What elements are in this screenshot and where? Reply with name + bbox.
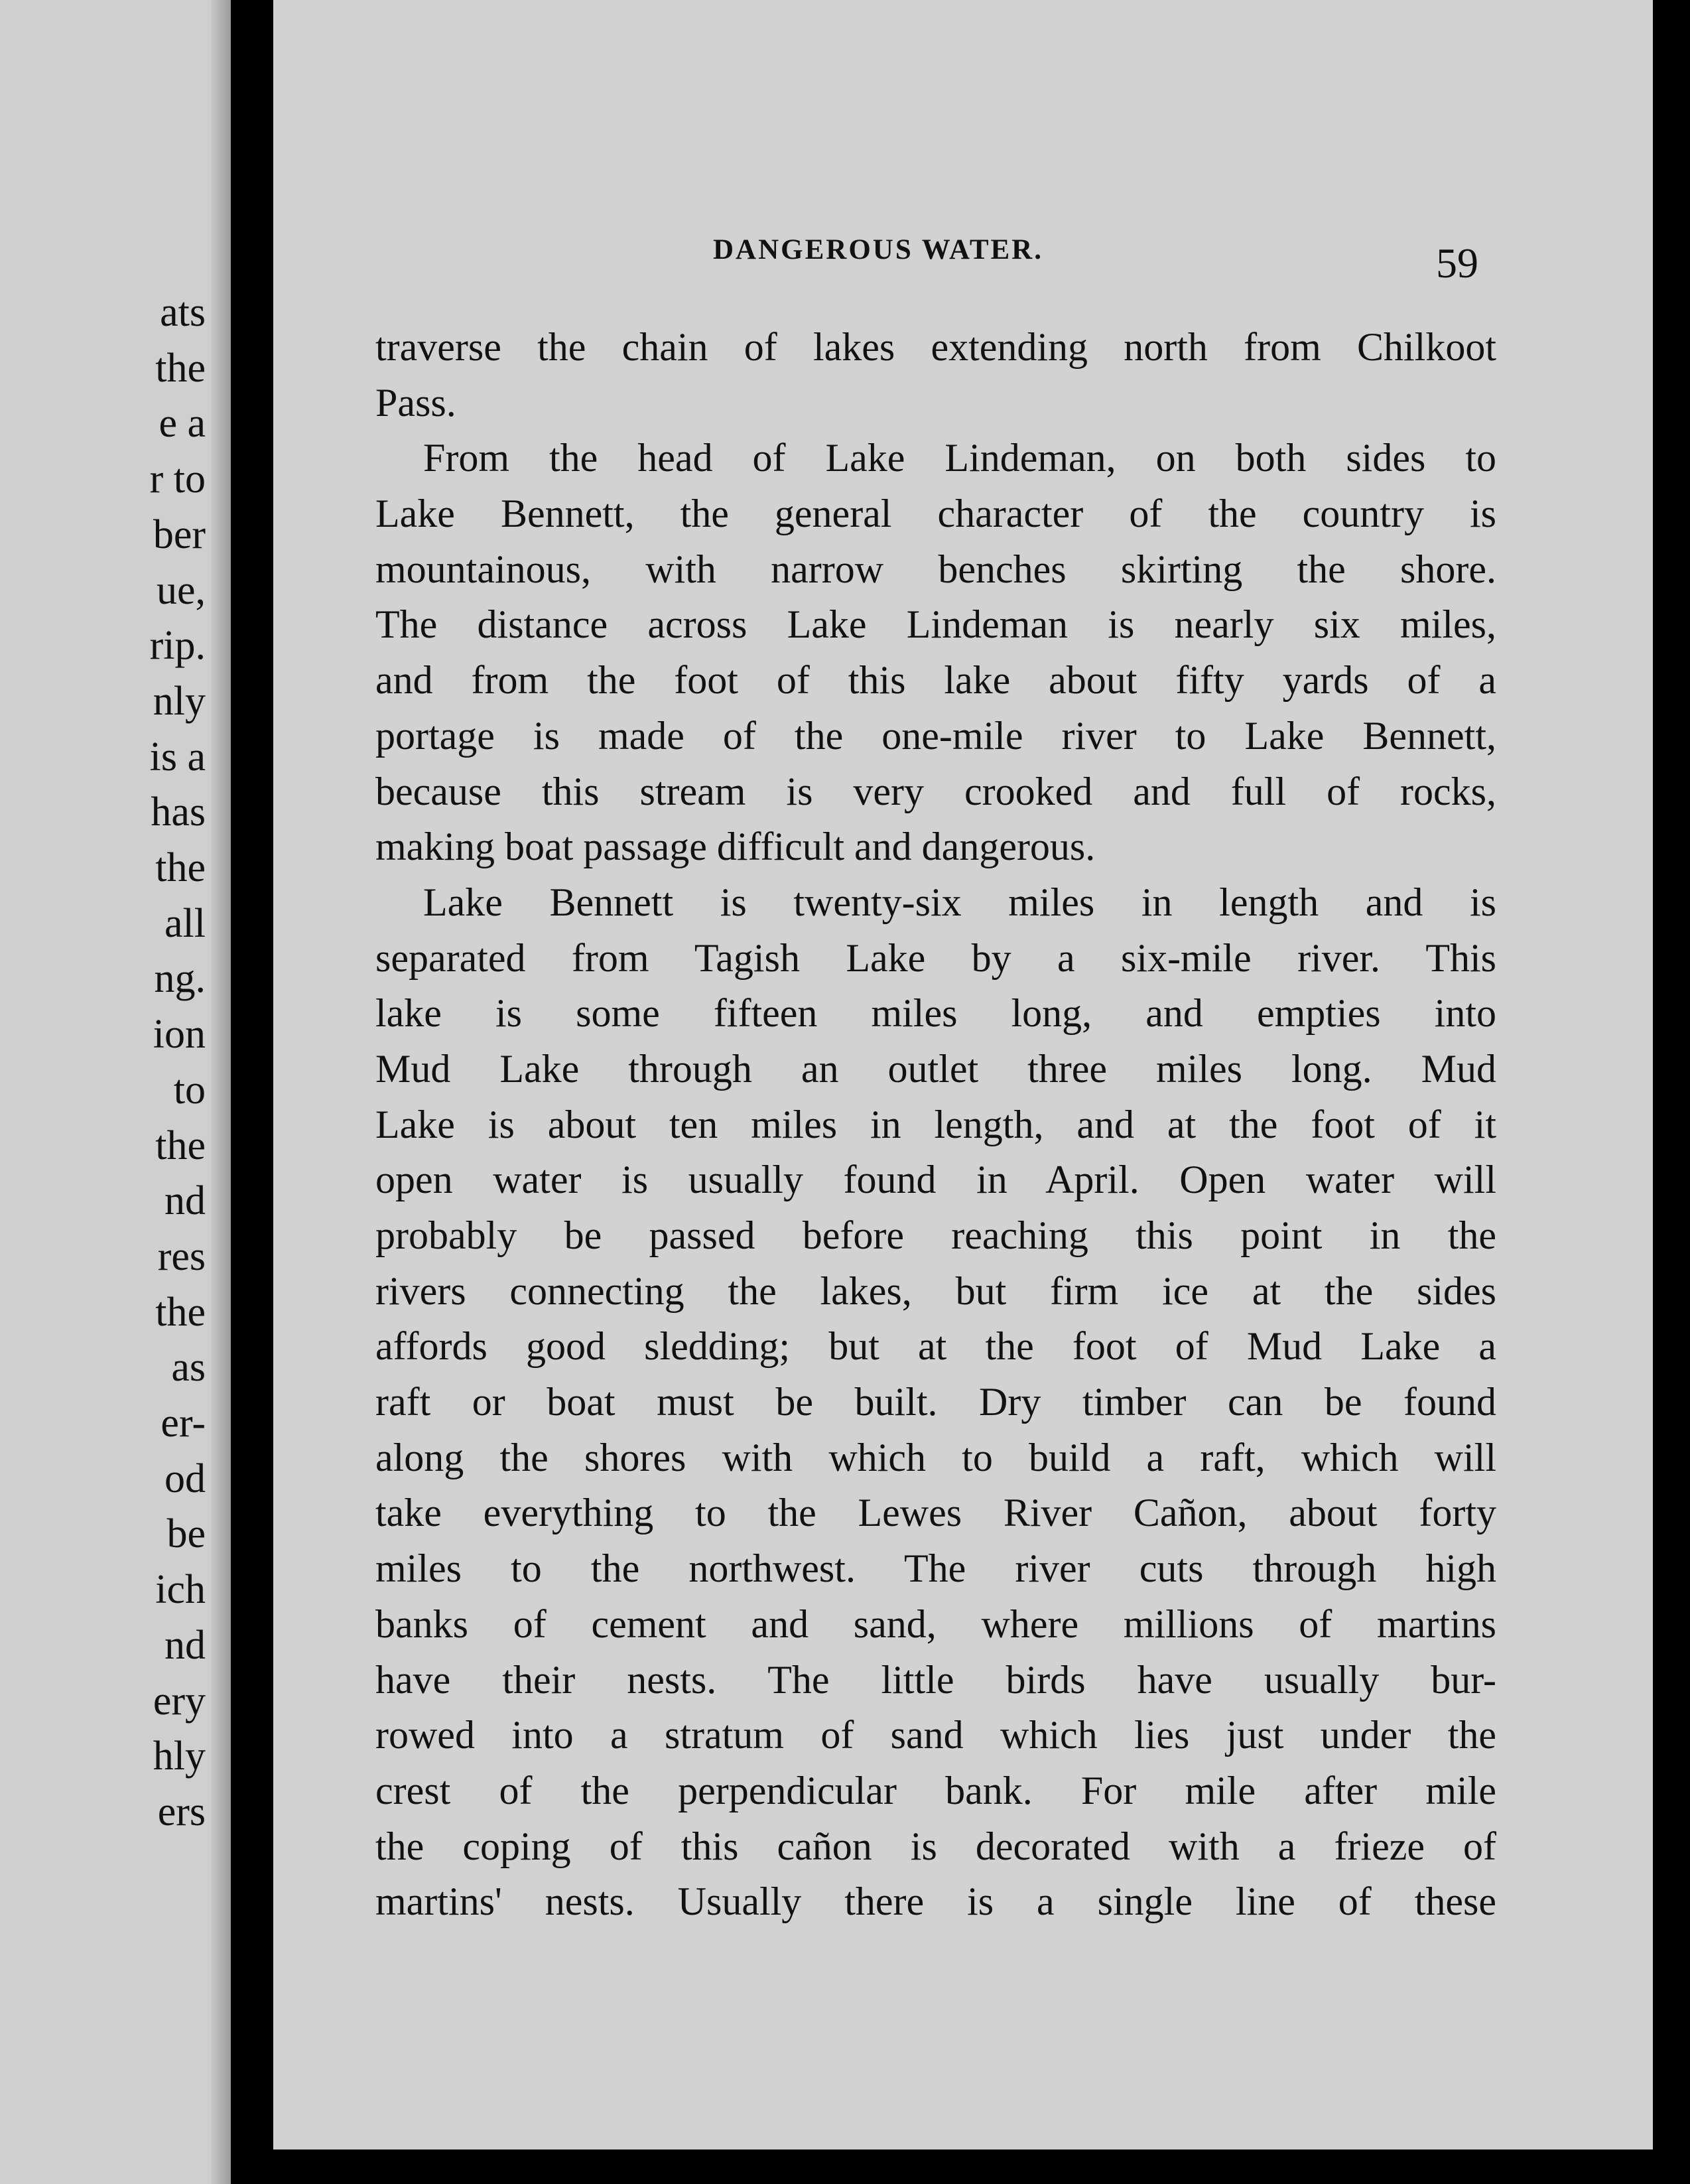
left-page-fragment: nly [153,678,206,724]
text-line: affords good sledding; but at the foot of Mud Lake a [375,1324,1496,1369]
left-page-fragment: er- [161,1400,206,1446]
left-page-fragment: r to [149,456,206,502]
left-page-fragment: ers [157,1789,206,1834]
left-page-fragment: the [155,845,206,891]
text-line: rowed into a stratum of sand which lies just under the [375,1713,1496,1757]
left-page-fragment: nd [164,1622,206,1668]
text-line: probably be passed before reaching this point in the [375,1213,1496,1257]
body-text [375,320,1496,1930]
text-line: crest of the perpendicular bank. For mile after mile [375,1768,1496,1812]
left-page-fragment: has [151,789,206,835]
text-line: and from the foot of this lake about fifty yards of a [375,658,1496,703]
text-line: Lake Bennett, the general character of the country is [375,492,1496,536]
text-line: raft or boat must be built. Dry timber can be found [375,1380,1496,1424]
left-page-fragment: ats [160,290,206,335]
left-page-fragment: ue, [156,567,206,613]
text-line: open water is usually found in April. Open water will [375,1158,1496,1202]
left-page-fragment: to [173,1067,206,1113]
page-right-edge [1653,0,1671,2184]
left-page-fragment: e a [159,401,206,446]
left-page-fragment: ion [153,1012,206,1058]
text-line: The distance across Lake Lindeman is nearly six miles, [375,602,1496,647]
text-line: mountainous, with narrow benches skirting the shore. [375,547,1496,591]
text-line: Lake is about ten miles in length, and at the foot of it [375,1102,1496,1146]
text-line: Mud Lake through an outlet three miles long. Mud [375,1046,1496,1091]
left-page-fragment: ng. [154,956,206,1002]
book-gutter [231,0,273,2184]
text-line: Lake Bennett is twenty-six miles in length and is [423,880,1496,924]
left-page-fragment: rip. [149,623,206,669]
left-page-fragment: ery [153,1678,206,1724]
text-line: portage is made of the one-mile river to Lake Bennett, [375,713,1496,758]
left-page-fragment: the [155,1123,206,1168]
text-line: miles to the northwest. The river cuts through high [375,1546,1496,1591]
text-line: because this stream is very crooked and full of rocks, [375,769,1496,813]
page-bottom-edge [273,2150,1690,2184]
text-line: have their nests. The little birds have usually bur- [375,1657,1496,1702]
left-page-fragment: is a [149,734,206,780]
left-page-fragment: be [166,1511,206,1557]
left-page-fragment: the [155,1289,206,1335]
left-page-fragment: as [171,1345,206,1391]
left-page-fragment: nd [164,1178,206,1224]
left-page-fragment: ber [153,512,206,557]
left-page-fragment: the [155,345,206,391]
left-page-fragment: od [164,1456,206,1501]
left-page-fragment: all [164,900,206,946]
text-line: traverse the chain of lakes extending north from Chilkoot [375,325,1496,369]
text-line: From the head of Lake Lindeman, on both sides to [423,436,1496,480]
text-line: banks of cement and sand, where millions of martins [375,1602,1496,1646]
page-number: 59 [1436,239,1478,287]
text-line: along the shores with which to build a raft, which will [375,1435,1496,1479]
text-line: separated from Tagish Lake by a six-mile river. This [375,935,1496,980]
text-line: lake is some fifteen miles long, and empties into [375,991,1496,1036]
running-head: DANGEROUS WATER. [713,234,1043,265]
left-page-text-fragments [7,285,206,1840]
text-line: making boat passage difficult and dangerous. [375,825,1096,869]
left-facing-page [0,0,211,2184]
left-page-fragment: res [157,1233,206,1279]
text-line: Pass. [375,380,456,425]
text-line: the coping of this cañon is decorated with a frieze of [375,1824,1496,1868]
left-page-fragment: hly [153,1734,206,1779]
gutter-shadow [211,0,231,2184]
text-line: take everything to the Lewes River Cañon, about forty [375,1491,1496,1535]
text-line: rivers connecting the lakes, but firm ice at the sides [375,1268,1496,1313]
text-line: martins' nests. Usually there is a single line of these [375,1879,1496,1924]
left-page-fragment: ich [155,1567,206,1613]
